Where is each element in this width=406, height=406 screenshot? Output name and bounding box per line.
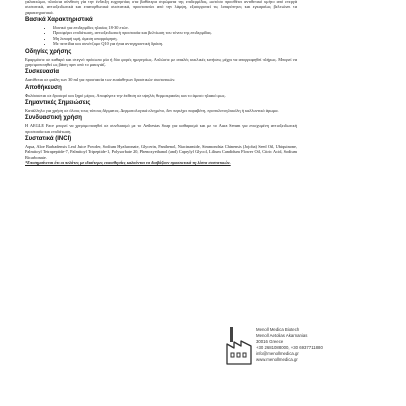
packaging-text: Διατίθεται σε φιάλη των 30 ml για προστασία των ευαίσθητων δραστικών συστατικών. <box>25 77 176 83</box>
list-item: • Μη λιπαρή υφή, άμεση απορρόφηση. <box>53 36 297 42</box>
ingredients-text: Aqua, Aloe Barbadensis Leaf Juice Powder, Sodium Hyaluronate, Glycerin, Panthenol, Niacinamide, Simmondsia Chinensis (Jojoba) Seed Oil, Ubiquinone, Palmitoyl Tetrapeptide-7, Palmitoyl Tripeptide-1, Polysorbate 20, Phenoxyethanol (and) Caprylyl Glycol, Lilium Candidum Flower Oil, Citric Acid, Sodium Bicarbonate. <box>25 143 297 160</box>
address-line: 30016 Greece <box>256 339 284 345</box>
factory-icon <box>226 327 252 365</box>
phone-numbers: +30 2681088000, +30 6937711880 <box>256 345 323 351</box>
list-item: • Προσφέρει ενυδάτωση, αντιοξειδωτική προστασία και βελτίωση του τόνου της επιδερμίδας. <box>53 30 297 36</box>
usage-text: Εφαρμόστε σε καθαρό και στεγνό πρόσωπο μία ή δύο φορές ημερησίως. Απλώστε με απαλές κυκλικές κινήσεις μέχρι να απορροφηθεί πλήρως. Μπορεί να χρησιμοποιηθεί ως βάση πριν από το μακιγιάζ. <box>25 56 297 68</box>
combined-use-text: Η AEGLE Face μπορεί να χρησιμοποιηθεί σε συνδυασμό με το Aethestas Soap για καθαρισμό και με το Aura Serum για ενισχυμένη αντιοξειδωτική προστασία και ενυδάτωση. <box>25 123 297 134</box>
company-footer <box>226 327 376 377</box>
notes-text: Κατάλληλο για χρήση σε όλους τους τύπους δέρματος. Δερματολογικά ελεγμένο, δεν περιέχει παραβένη, προπυλενογλυκόλη ή καλλυντικό άρωμα. <box>25 108 279 114</box>
packaging-heading: Συσκευασία <box>25 69 60 76</box>
list-item: • Ιδανικό για επιδερμίδες ηλικίας 18-30 ετών. <box>53 25 297 31</box>
website-link[interactable]: www.menollmedica.gr <box>256 357 298 363</box>
features-heading: Βασικά Χαρακτηριστικά <box>25 16 93 23</box>
product-document <box>25 0 297 165</box>
features-list <box>25 25 297 47</box>
company-name: Menoll Medica Biotech <box>256 327 300 332</box>
storage-heading: Αποθήκευση <box>25 84 62 91</box>
usage-heading: Οδηγίες χρήσης <box>25 48 72 55</box>
intro-paragraph: γαλακτώμα, πλούσια σύνθεση γία την ένδειξη ευχρηστίας στα βαθύτερα στρώματα της επιδερμίδας, ωστόσο προσθέτει αντιθετικό υμήτο από ενεργά συστατικά, αντιοξειδωτικά και επανορθωτικά συστατικά, προστατεύει από την λάμψη, εξισορροπεί τις λιπαρότητες και εγκαρσίως βελτιώνει τα χαρακτηριστικά. <box>25 0 297 15</box>
notes-heading: Σημαντικές Σημειώσεις <box>25 100 91 107</box>
storage-text: Φυλάσσεται σε δροσερό και ξηρό μέρος. Αποφύγετε την έκθεση σε υψηλές θερμοκρασίες και το άμεσο ηλιακό φως. <box>25 92 226 98</box>
combined-use-heading: Συνδυαστική χρήση <box>25 115 82 122</box>
email-link[interactable]: info@menollmedica.gr <box>256 351 299 357</box>
contact-block <box>256 327 323 364</box>
ingredients-note: *Επισημαίνεται ότι οι πελάτες με ιδιαίτερες ευαισθησίες καλούνται να διαβάζουν προσεκτικά τη λίστα συστατικών. <box>25 159 231 165</box>
list-item: • Με πεπτίδια και συνένζυμο Q10 για ήπια αντιγηραντική δράση. <box>53 41 297 47</box>
ingredients-heading: Συστατικά (INCI) <box>25 135 72 142</box>
address-line: Menoll Aetolias Akarnanias <box>256 333 308 339</box>
